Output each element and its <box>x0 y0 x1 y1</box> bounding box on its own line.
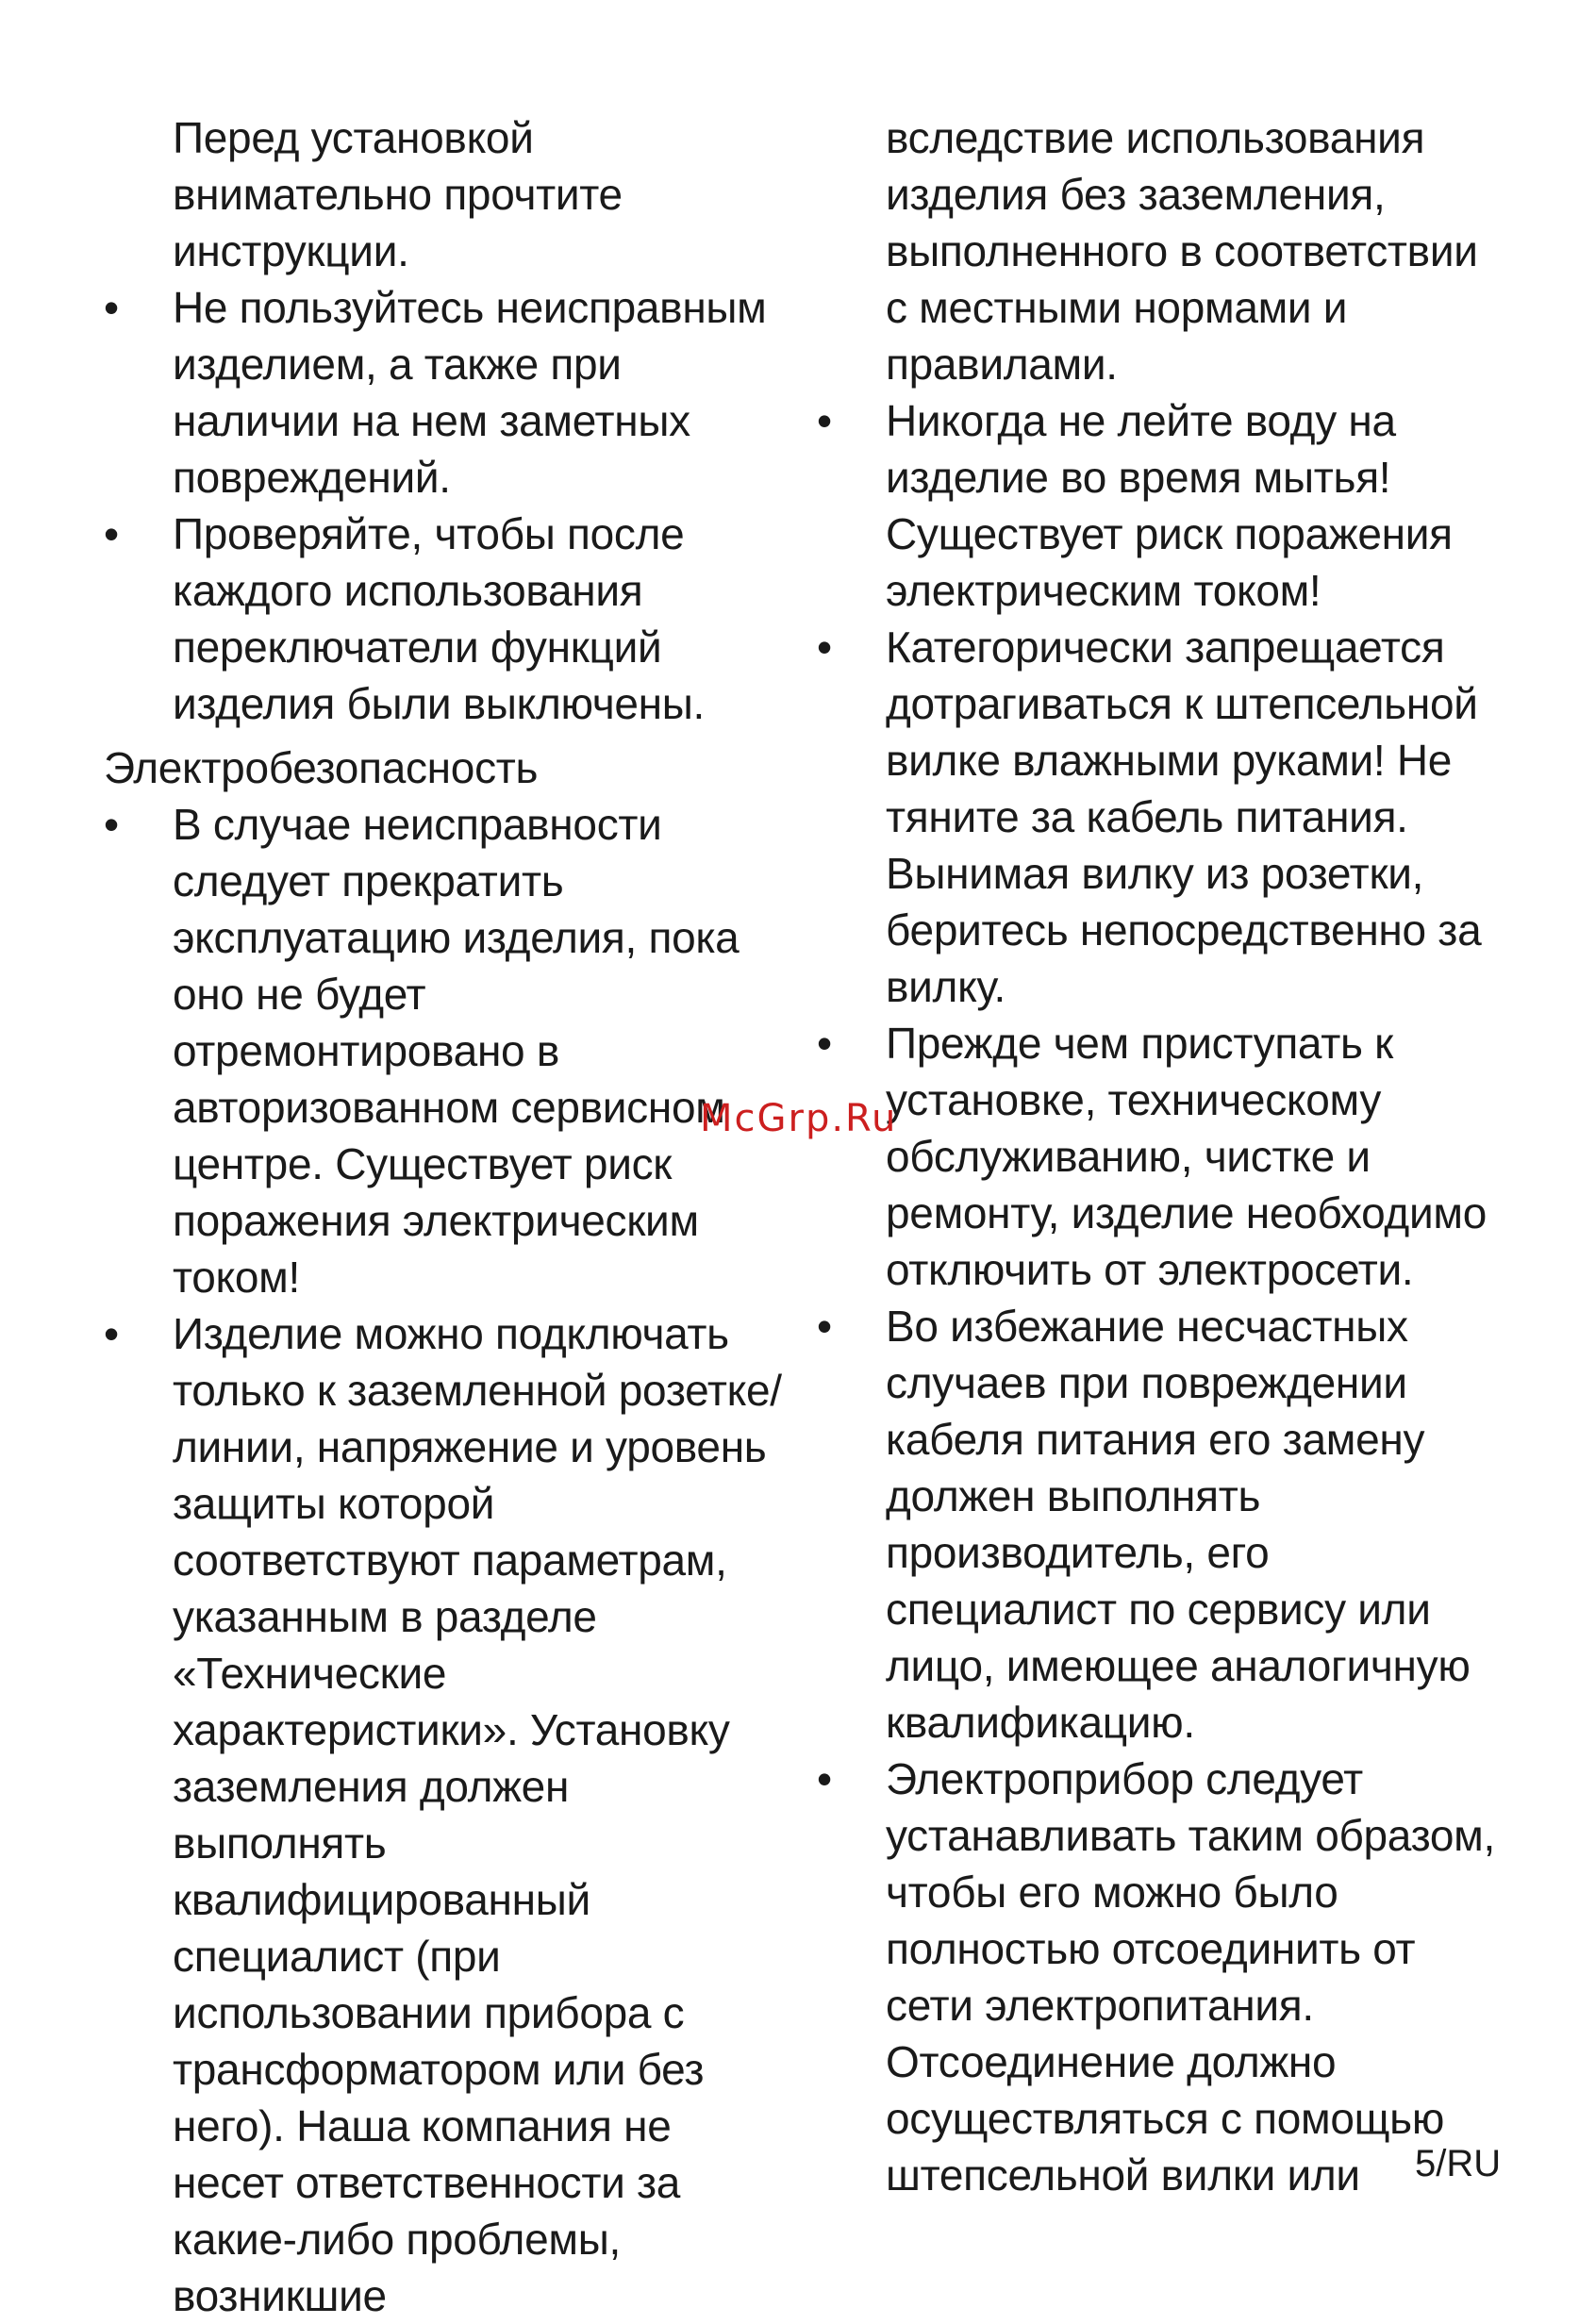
bullet-icon: • <box>104 800 119 849</box>
list-item-text: Изделие можно подключать только к заземленной розетке/линии, напряжение и уровень защиты которой соответствуют параметрам, указанным в разделе «Технические характеристики». Установку заземления должен выполнять квалифицированный специалист (при использовании прибора с трансформатором или без него). Наша компания не несет ответственности за какие-либо проблемы, возникшие <box>173 1309 782 2320</box>
bullet-icon: • <box>104 509 119 558</box>
bullet-icon: • <box>817 622 832 672</box>
page-number: 5/RU <box>1415 2143 1502 2184</box>
list-item-text: Электроприбор следует устанавливать таким образом, чтобы его можно было полностью отсоединить от сети электропитания. Отсоединение должно осуществляться с помощью штепсельной вилки или <box>886 1754 1495 2200</box>
list-item-text: Никогда не лейте воду на изделие во время мытья! Существует риск поражения электрическим током! <box>886 396 1453 615</box>
list-item <box>104 796 783 1305</box>
list-item-text: Категорически запрещается дотрагиваться к штепсельной вилке влажными руками! Не тяните за кабель питания. Вынимая вилку из розетки, беритесь непосредственно за вилку. <box>886 622 1482 1011</box>
list-item <box>817 1751 1496 2203</box>
list-item-text: Во избежание несчастных случаев при повреждении кабеля питания его замену должен выполнять производитель, его специалист по сервису или лицо, имеющее аналогичную квалификацию. <box>886 1302 1471 1747</box>
list-item <box>817 1298 1496 1751</box>
right-column <box>817 109 1496 2203</box>
list-item <box>104 506 783 732</box>
list-item-text: В случае неисправности следует прекратить эксплуатацию изделия, пока оно не будет отремонтировано в авторизованном сервисном центре. Существует риск поражения электрическим током! <box>173 800 740 1302</box>
section-heading: Электробезопасность <box>104 743 539 792</box>
right-continuation: вследствие использования изделия без заземления, выполненного в соответствии с местными нормами и правилами. <box>886 113 1478 389</box>
bullet-icon: • <box>817 1019 832 1068</box>
watermark: McGrp.Ru <box>700 1097 898 1140</box>
list-item-text: Не пользуйтесь неисправным изделием, а также при наличии на нем заметных повреждений. <box>173 283 767 502</box>
left-column <box>104 109 783 2324</box>
list-item-text: Проверяйте, чтобы после каждого использования переключатели функций изделия были выключены. <box>173 509 705 728</box>
bullet-icon: • <box>104 283 119 332</box>
bullet-icon: • <box>104 1309 119 1358</box>
list-item <box>104 1305 783 2324</box>
list-item <box>817 392 1496 619</box>
list-item <box>817 619 1496 1015</box>
intro-continuation: Перед установкой внимательно прочтите инструкции. <box>173 113 623 275</box>
list-item-text: Прежде чем приступать к установке, техническому обслуживанию, чистке и ремонту, изделие необходимо отключить от электросети. <box>886 1019 1487 1294</box>
list-item <box>817 1015 1496 1298</box>
bullet-icon: • <box>817 1302 832 1351</box>
bullet-icon: • <box>817 1754 832 1803</box>
list-item <box>104 279 783 506</box>
bullet-icon: • <box>817 396 832 445</box>
